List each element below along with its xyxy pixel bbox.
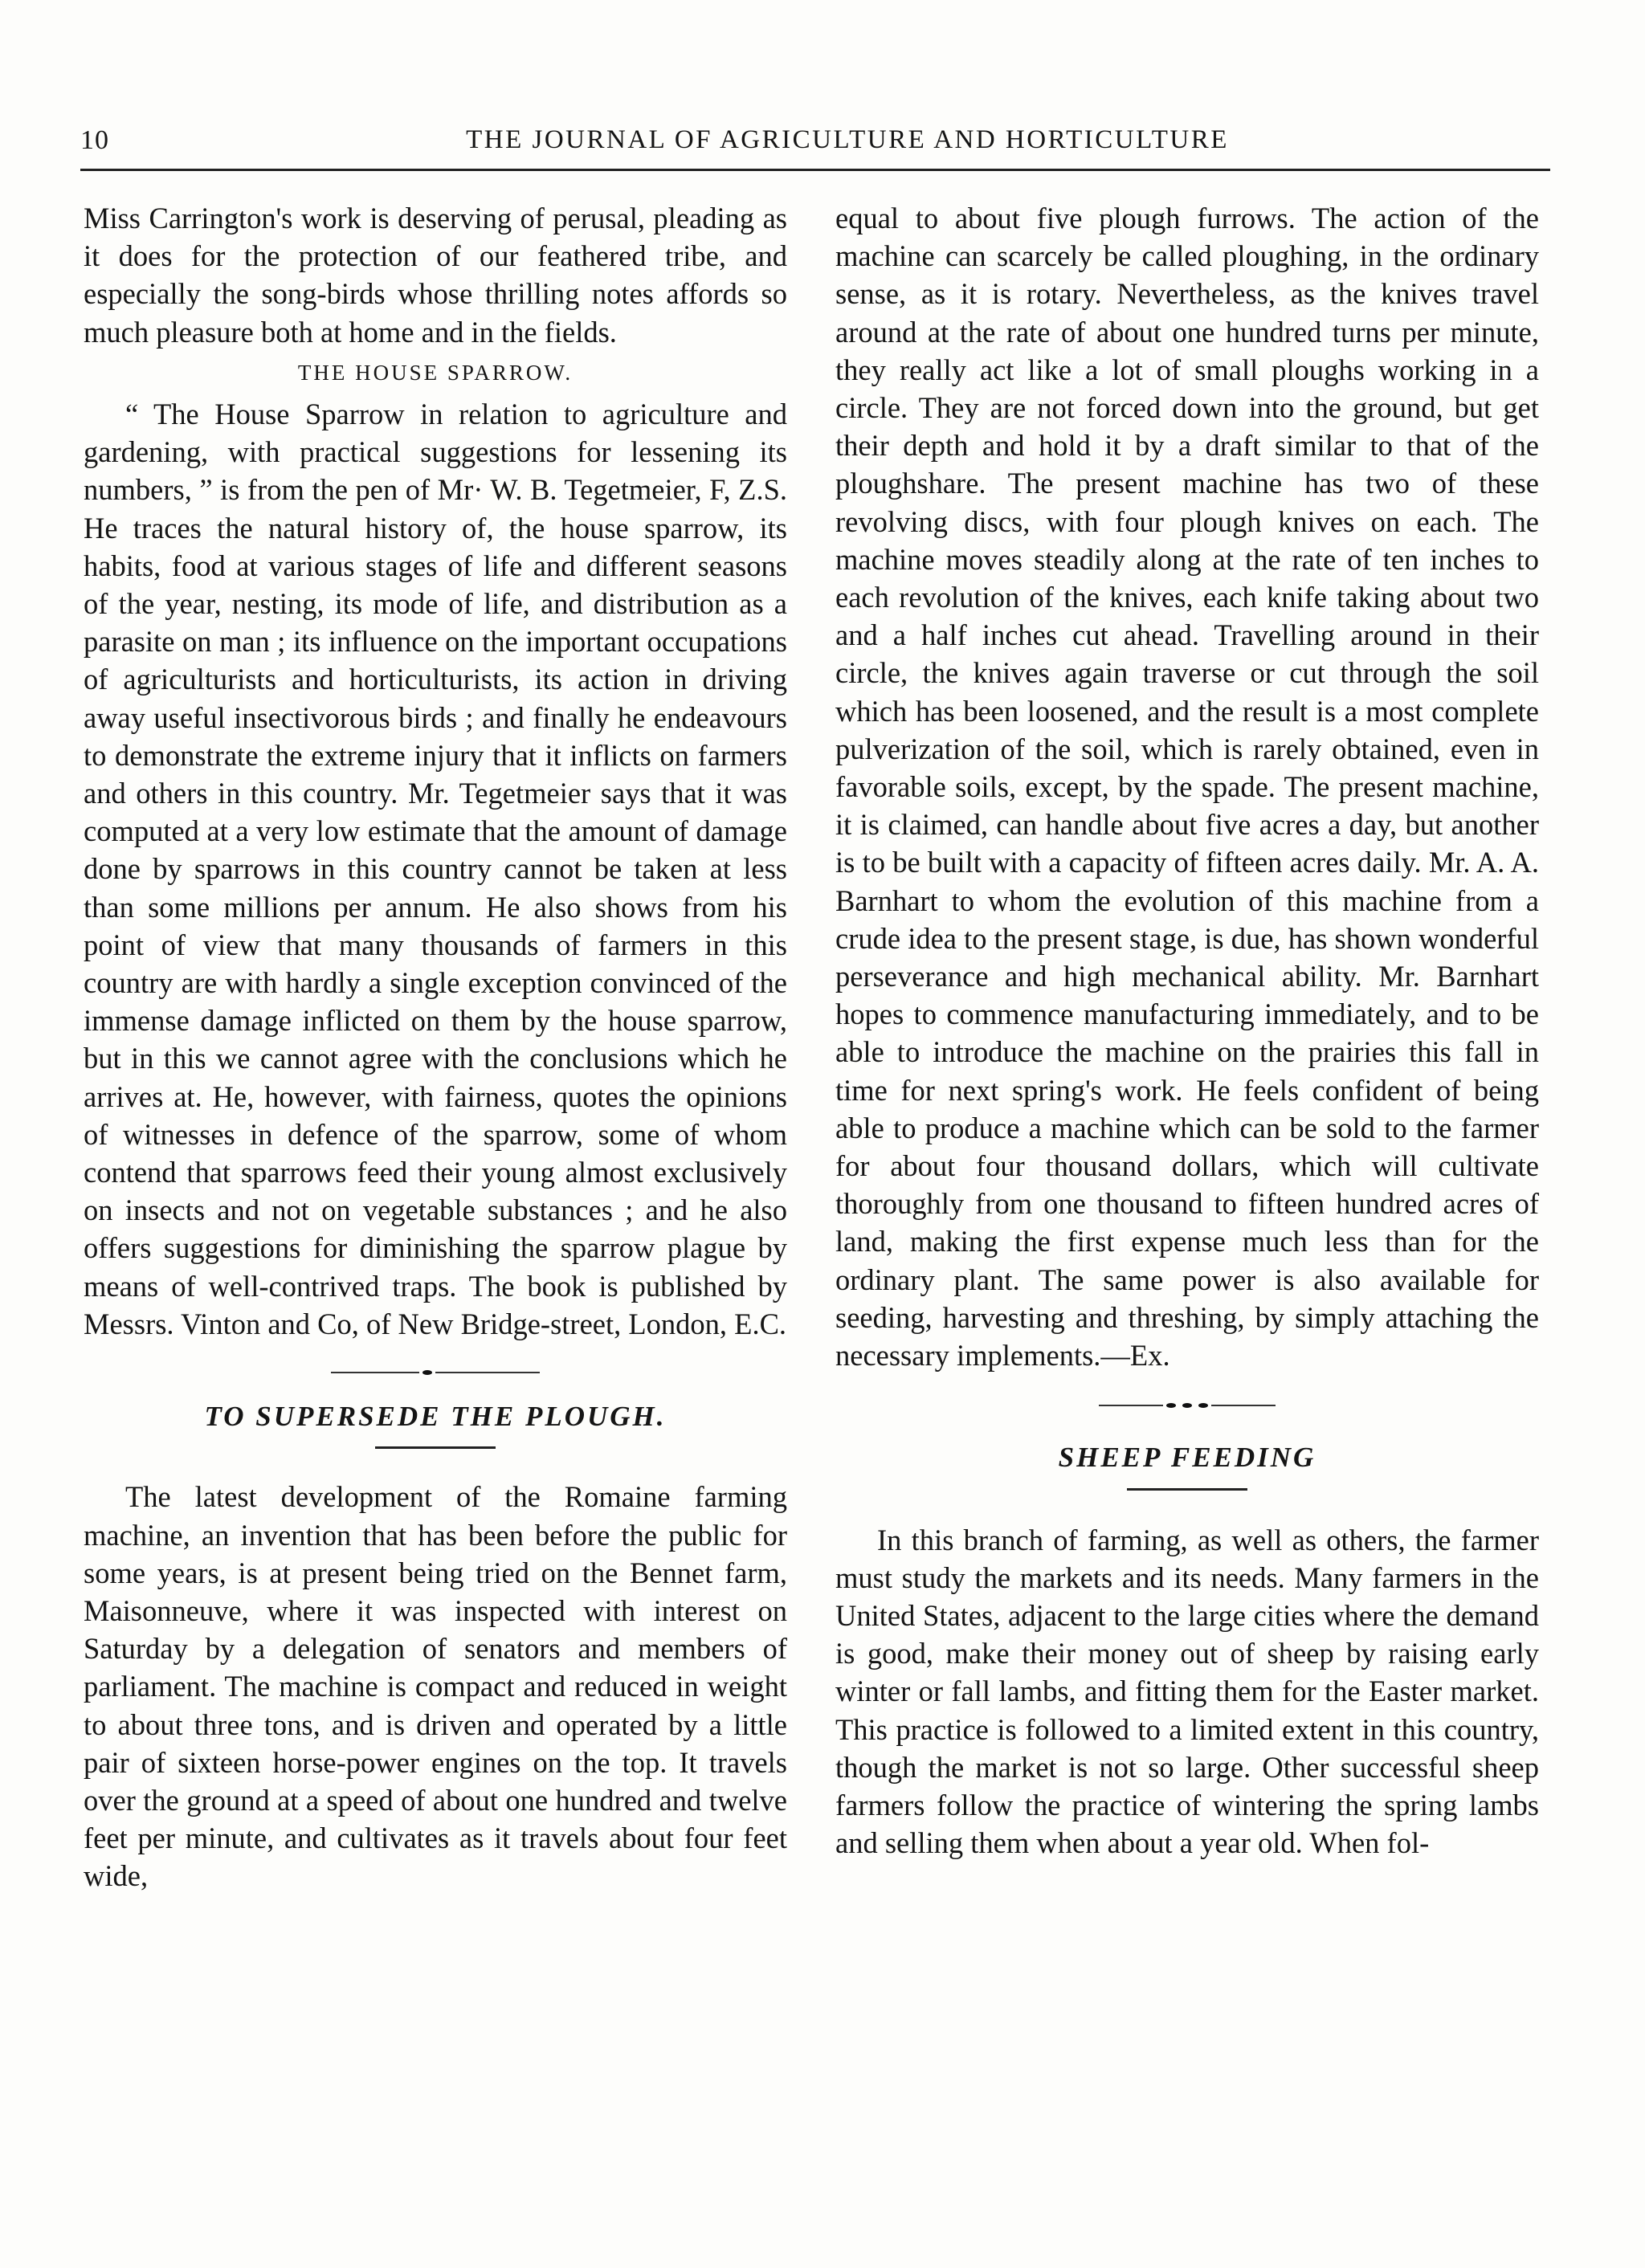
ornament-divider (835, 1393, 1539, 1418)
title-rule (375, 1446, 496, 1449)
left-column (84, 199, 787, 1895)
right-column (835, 199, 1539, 1862)
house-sparrow-paragraph: “ The House Sparrow in relation to agriculture and gardening, with practical suggestions for lessening its numbers, ” is from the pen of Mr· W. B. Tegetmeier, F, Z.S. He traces the natural history of, the house sparrow, its habits, food at various stages of life and different seasons of the year, nesting, its mode of life, and distribution as a parasite on man ; its influence on the important occupations of agriculturists and horticulturists, its action in driving away useful insectivorous birds ; and finally he endeavours to demonstrate the extreme injury that it inflicts on farmers and others in this country. Mr. Tegetmeier says that it was computed at a very low estimate that the amount of damage done by sparrows in this country cannot be taken at less than some millions per annum. He also shows from his point of view that many thousands of farmers in this country are with hardly a single exception convinced of the immense damage inflicted on them by the house sparrow, but in this we cannot agree with the conclusions which he arrives at. He, however, with fairness, quotes the opinions of witnesses in defence of the sparrow, some of whom contend that sparrows feed their young almost exclusively on insects and not on vegetable substances ; and he also offers suggestions for diminishing the sparrow plague by means of well-contrived traps. The book is published by Messrs. Vinton and Co, of New Bridge-street, London, E.C. (84, 398, 787, 1340)
title-rule (1127, 1488, 1247, 1491)
page-number: 10 (80, 125, 109, 155)
header-rule (80, 169, 1550, 171)
house-sparrow-subhead: THE HOUSE SPARROW. (297, 360, 574, 385)
sheep-section-title: SHEEP FEEDING (1058, 1442, 1316, 1474)
running-head: THE JOURNAL OF AGRICULTURE AND HORTICULTURE (466, 125, 1229, 154)
ornament-divider (84, 1360, 787, 1385)
plough-continued-paragraph: equal to about five plough furrows. The action of the machine can scarcely be called ploughing, in the ordinary sense, as it is rotary. Nevertheless, as the knives travel around at the rate of about one hundred turns per minute, they really act like a lot of small ploughs working in a circle. They are not forced down into the ground, but get their depth and hold it by a draft similar to that of the ploughshare. The present machine has two of these revolving discs, with four plough knives on each. The machine moves steadily along at the rate of ten inches to each revolution of the knives, each knife taking about two and a half inches cut ahead. Travelling around in their circle, the knives again traverse or cut through the soil which has been loosened, and the result is a most complete pulverization of the soil, which is rarely obtained, even in favorable soils, except, by the spade. The present machine, it is claimed, can handle about five acres a day, but another is to be built with a capacity of fifteen acres daily. Mr. A. A. Barnhart to whom the evolution of this machine from a crude idea to the present stage, is due, has shown wonderful perseverance and high mechanical ability. Mr. Barnhart hopes to commence manufacturing immediately, and to be able to introduce the machine on the prairies this fall in time for next spring's work. He feels confident of being able to produce a machine which can be sold to the farmer for about four thousand dollars, which will cultivate thoroughly from one thousand to fifteen hundred acres of land, making the first expense much less than for the ordinary plant. The same power is also available for seeding, harvesting and threshing, by simply attaching the necessary implements.—Ex. (835, 202, 1539, 1373)
intro-paragraph: Miss Carrington's work is deserving of perusal, pleading as it does for the protection of our feathered tribe, and especially the song-birds whose thrilling notes affords so much pleasure both at home and in the fields. (84, 202, 787, 349)
plough-section-title: TO SUPERSEDE THE PLOUGH. (204, 1401, 667, 1433)
plough-paragraph: The latest development of the Romaine farming machine, an invention that has been before the public for some years, is at present being tried on the Bennet farm, Maisonneuve, where it was inspected with interest on Saturday by a delegation of senators and members of parliament. The machine is compact and reduced in weight to about three tons, and is driven and operated by a little pair of sixteen horse-power engines on the top. It travels over the ground at a speed of about one hundred and twelve feet per minute, and cultivates as it travels about four feet wide, (84, 1480, 787, 1893)
sheep-paragraph: In this branch of farming, as well as others, the farmer must study the markets and its needs. Many farmers in the United States, adjacent to the large cities where the demand is good, make their money out of sheep by raising early winter or fall lambs, and fitting them for the Easter market. This practice is followed to a limited extent in this country, though the market is not so large. Other successful sheep farmers follow the practice of wintering the spring lambs and selling them when about a year old. When fol- (835, 1523, 1539, 1860)
